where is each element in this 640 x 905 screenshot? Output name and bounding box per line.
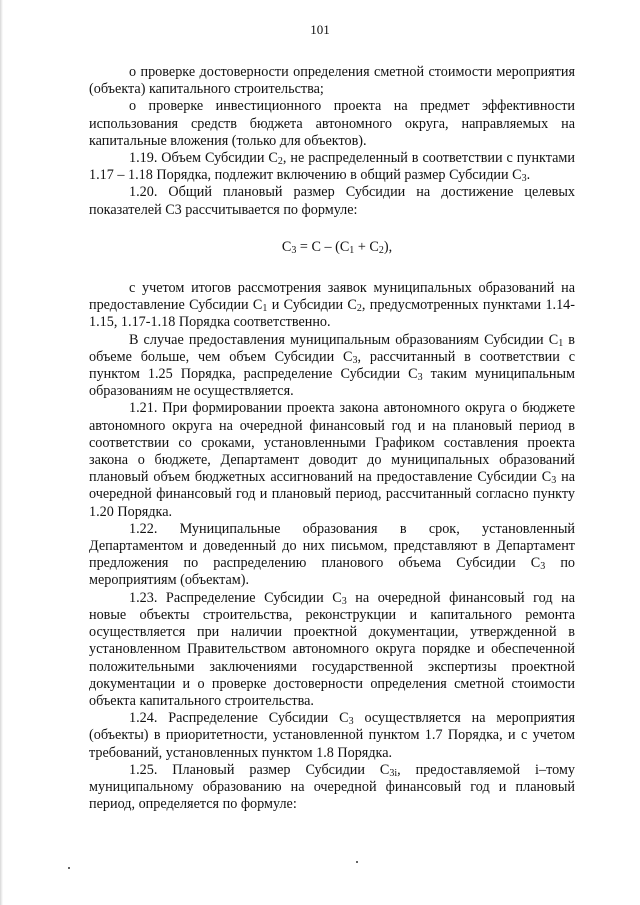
page-edge	[0, 0, 3, 905]
paragraph	[89, 280, 575, 332]
subscript: 3	[341, 595, 347, 607]
text-run: 1.22. Муниципальные образования в срок, установленный Департаментом и доведенный до них письмом, представляют в Департамент предложения по распределению планового объема Субсидии С	[89, 520, 575, 572]
text-run: и Субсидии С	[267, 297, 357, 314]
text-run: на очередной финансовый год на новые объекты строительства, реконструкции и капитального ремонта осуществляется при наличии проектной документации, утвержденной в установленном Правительством автономного округа порядке и обеспеченной положительными заключениями государственной экспертизы проектной документации и о проверке достоверности определения сметной стоимости объекта капитального строительства.	[89, 589, 575, 709]
text-run: .	[526, 167, 531, 184]
subscript: 1	[349, 244, 355, 256]
page-number: 101	[310, 22, 330, 37]
subscript: 3	[540, 561, 546, 573]
text-run: 1.21. При формировании проекта закона автономного округа о бюджете автономного округа на очередной финансовый год и на плановый период в соответствии со сроками, установленными Графиком составления проекта закона о бюджете, Департамент доводит до муниципальных образований плановый объем бюджетных ассигнований на предоставление Субсидии С	[89, 400, 575, 486]
paragraph	[89, 64, 575, 98]
text-run: о проверке достоверности определения сметной стоимости мероприятия (объекта) капитального строительства;	[89, 64, 575, 98]
paragraph	[89, 150, 575, 184]
text-run: = С – (С	[296, 238, 350, 255]
text-run: 1.25. Плановый размер Субсидии С	[129, 761, 390, 778]
scan-speck	[356, 861, 358, 863]
subscript: 3	[291, 244, 297, 256]
paragraph-group-after-formula	[89, 280, 575, 813]
subscript: 3	[417, 372, 423, 384]
paragraph-group-before-formula	[89, 64, 575, 219]
text-run: осуществляется на мероприятия (объекты) в приоритетности, установленной пунктом 1.7 Порядка, и с учетом требований, установленных пунктом 1.8 Порядка.	[89, 710, 575, 761]
subscript: 2	[356, 303, 362, 315]
text-run: по мероприятиям (объектам).	[89, 555, 575, 589]
document-body	[89, 64, 575, 813]
subscript: 3	[348, 716, 354, 728]
text-run: в объеме больше, чем объем Субсидии С	[89, 331, 576, 365]
text-run: В случае предоставления муниципальным образованиям Субсидии С	[129, 331, 559, 348]
text-run: + С	[354, 238, 379, 255]
text-run: о проверке инвестиционного проекта на предмет эффективности использования средств бюджета автономного округа, направляемых на капитальные вложения (только для объектов).	[89, 98, 575, 149]
subscript: 1	[262, 303, 268, 315]
subscript: 2	[277, 156, 283, 168]
text-run: таким муниципальным образованиям не осуществляется.	[89, 366, 575, 400]
text-run: 1.24. Распределение Субсидии С	[129, 710, 349, 727]
subscript: 3	[352, 354, 358, 366]
paragraph	[89, 400, 575, 520]
text-run: , предоставляемой i–тому муниципальному образованию на очередной финансовый год и плановый период, определяется по формуле:	[89, 761, 575, 813]
formula	[89, 239, 575, 256]
text-run: 1.23. Распределение Субсидии С	[129, 589, 342, 606]
paragraph	[89, 710, 575, 762]
paragraph	[89, 184, 575, 218]
text-run: с учетом итогов рассмотрения заявок муниципальных образований на предоставление Субсидии С	[89, 280, 575, 314]
text-run: 1.20. Общий плановый размер Субсидии на достижение целевых показателей С3 рассчитывается по формуле:	[89, 184, 575, 218]
scan-speck	[68, 867, 70, 869]
text-run: С	[281, 238, 292, 255]
subscript: 2	[378, 244, 384, 256]
paragraph	[89, 332, 575, 401]
subscript: 3i	[389, 767, 398, 779]
text-run: ),	[383, 238, 393, 255]
text-run: , не распределенный в соответствии с пунктами 1.17 – 1.18 Порядка, подлежит включению в общий размер Субсидии С	[89, 150, 575, 184]
paragraph	[89, 98, 575, 150]
subscript: 1	[558, 337, 564, 349]
text-run: , рассчитанный в соответствии с пунктом 1.25 Порядка, распределение Субсидии С	[89, 348, 575, 383]
paragraph	[89, 521, 575, 590]
subscript: 3	[551, 475, 557, 487]
paragraph	[89, 762, 575, 814]
text-run: , предусмотренных пунктами 1.14-1.15, 1.17-1.18 Порядка соответственно.	[89, 297, 575, 331]
subscript: 3	[521, 173, 527, 185]
text-run: на очередной финансовый год и плановый период, рассчитанный согласно пункту 1.20 Порядка.	[89, 469, 576, 520]
paragraph	[89, 590, 575, 710]
text-run: 1.19. Объем Субсидии С	[129, 150, 278, 167]
